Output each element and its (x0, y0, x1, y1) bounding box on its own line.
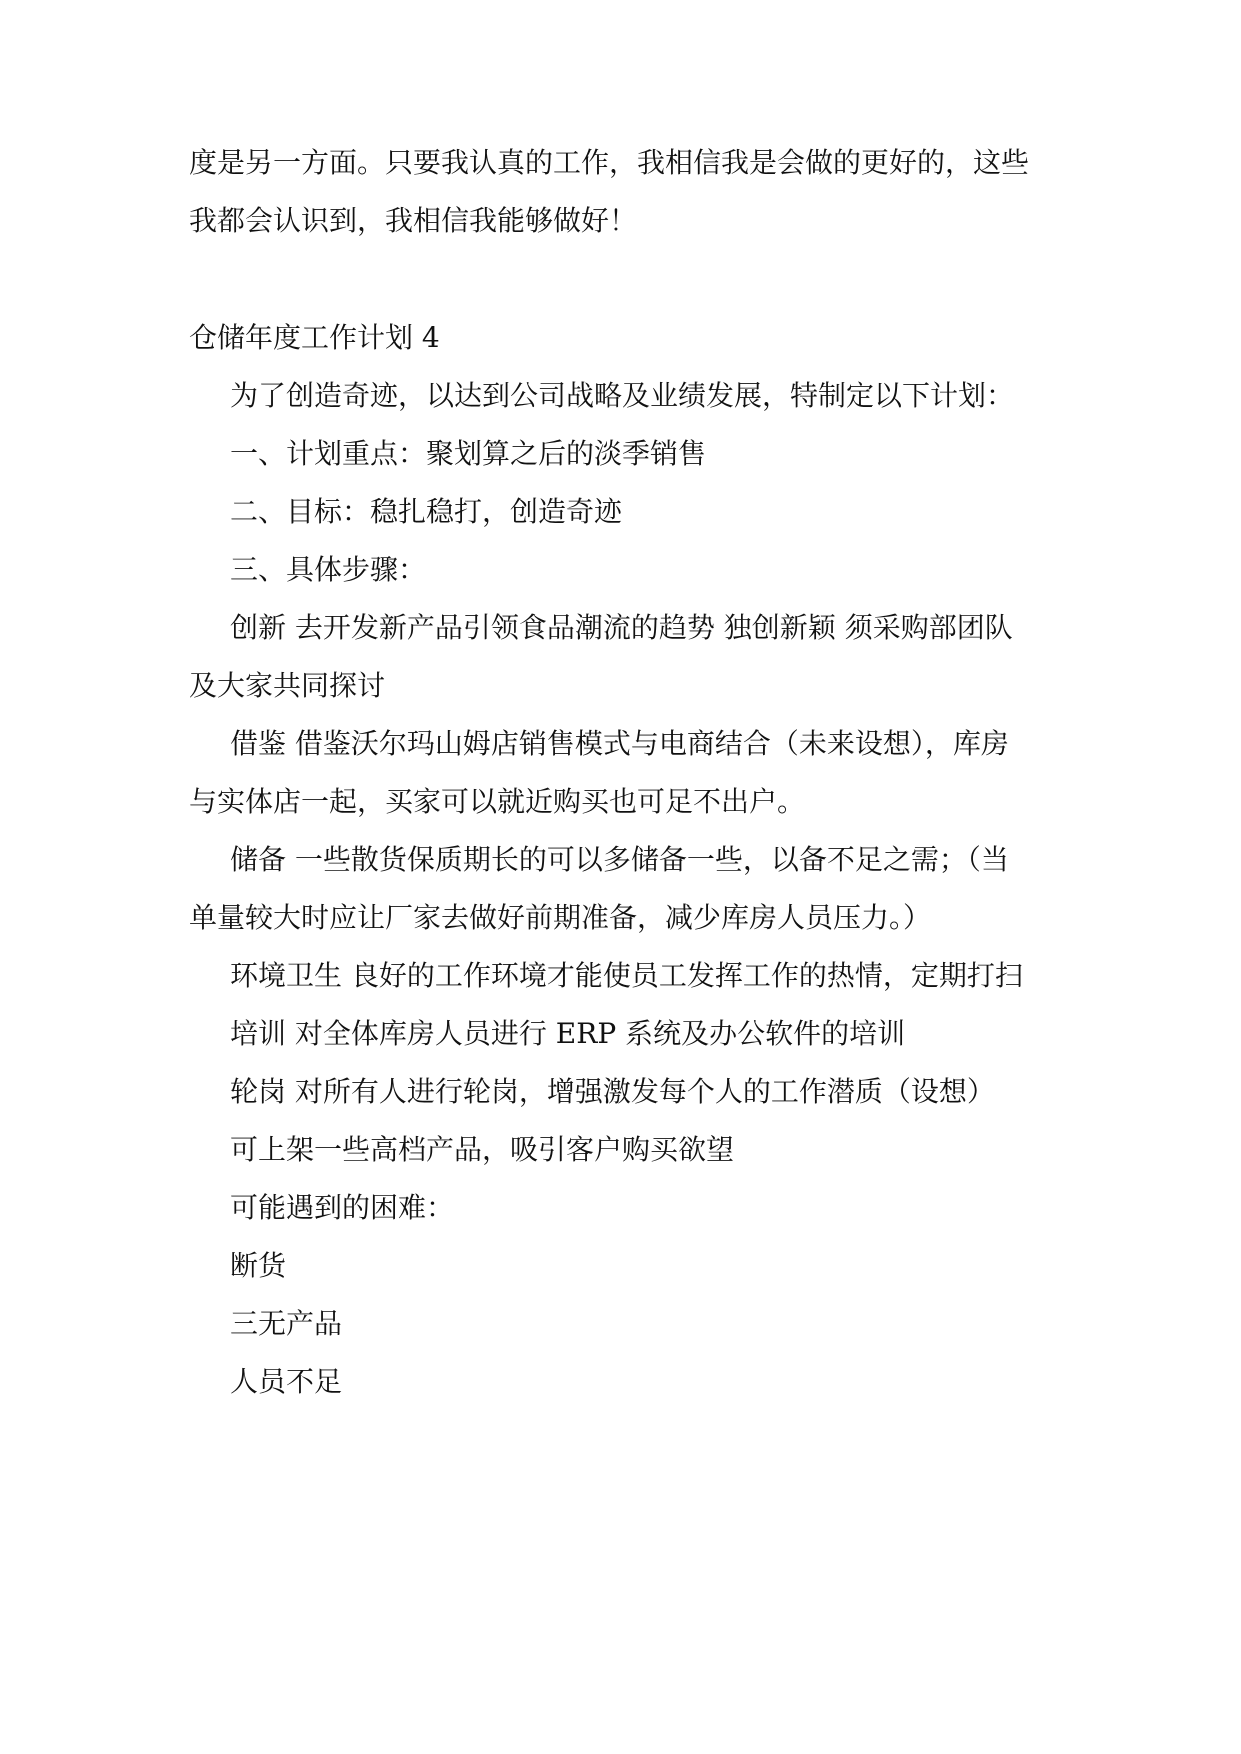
step-hygiene-line: 环境卫生 良好的工作环境才能使员工发挥工作的热情，定期打扫 (230, 959, 1023, 992)
step-reserve-line-cont: 单量较大时应让厂家去做好前期准备，减少库房人员压力。） (189, 901, 932, 934)
plan-goal-line: 二、目标：稳扎稳打，创造奇迹 (230, 495, 623, 528)
section-title: 仓储年度工作计划 4 (189, 321, 440, 354)
step-training-line: 培训 对全体库房人员进行 ERP 系统及办公软件的培训 (230, 1017, 906, 1050)
step-reference-line-cont: 与实体店一起，买家可以就近购买也可足不出户。 (189, 785, 806, 818)
paragraph-line: 度是另一方面。只要我认真的工作，我相信我是会做的更好的，这些 (189, 146, 1030, 179)
step-rotation-line: 轮岗 对所有人进行轮岗，增强激发每个人的工作潜质（设想） (230, 1075, 995, 1108)
step-reference-line: 借鉴 借鉴沃尔玛山姆店销售模式与电商结合（未来设想），库房 (230, 727, 1009, 760)
step-reserve-line: 储备 一些散货保质期长的可以多储备一些，以备不足之需；（当 (230, 843, 1009, 876)
step-highend-line: 可上架一些高档产品，吸引客户购买欲望 (230, 1133, 735, 1166)
plan-steps-heading: 三、具体步骤： (230, 553, 427, 586)
plan-focus-line: 一、计划重点：聚划算之后的淡季销售 (230, 437, 707, 470)
paragraph-line: 我都会认识到，我相信我能够做好！ (189, 204, 638, 237)
difficulty-item: 人员不足 (230, 1365, 343, 1398)
step-innovation-line-cont: 及大家共同探讨 (189, 669, 386, 702)
difficulty-item: 断货 (230, 1249, 287, 1282)
difficulty-item: 三无产品 (230, 1307, 343, 1340)
paragraph-line: 为了创造奇迹，以达到公司战略及业绩发展，特制定以下计划： (230, 379, 1015, 412)
difficulties-heading: 可能遇到的困难： (230, 1191, 455, 1224)
step-innovation-line: 创新 去开发新产品引领食品潮流的趋势 独创新颖 须采购部团队 (230, 611, 1013, 644)
